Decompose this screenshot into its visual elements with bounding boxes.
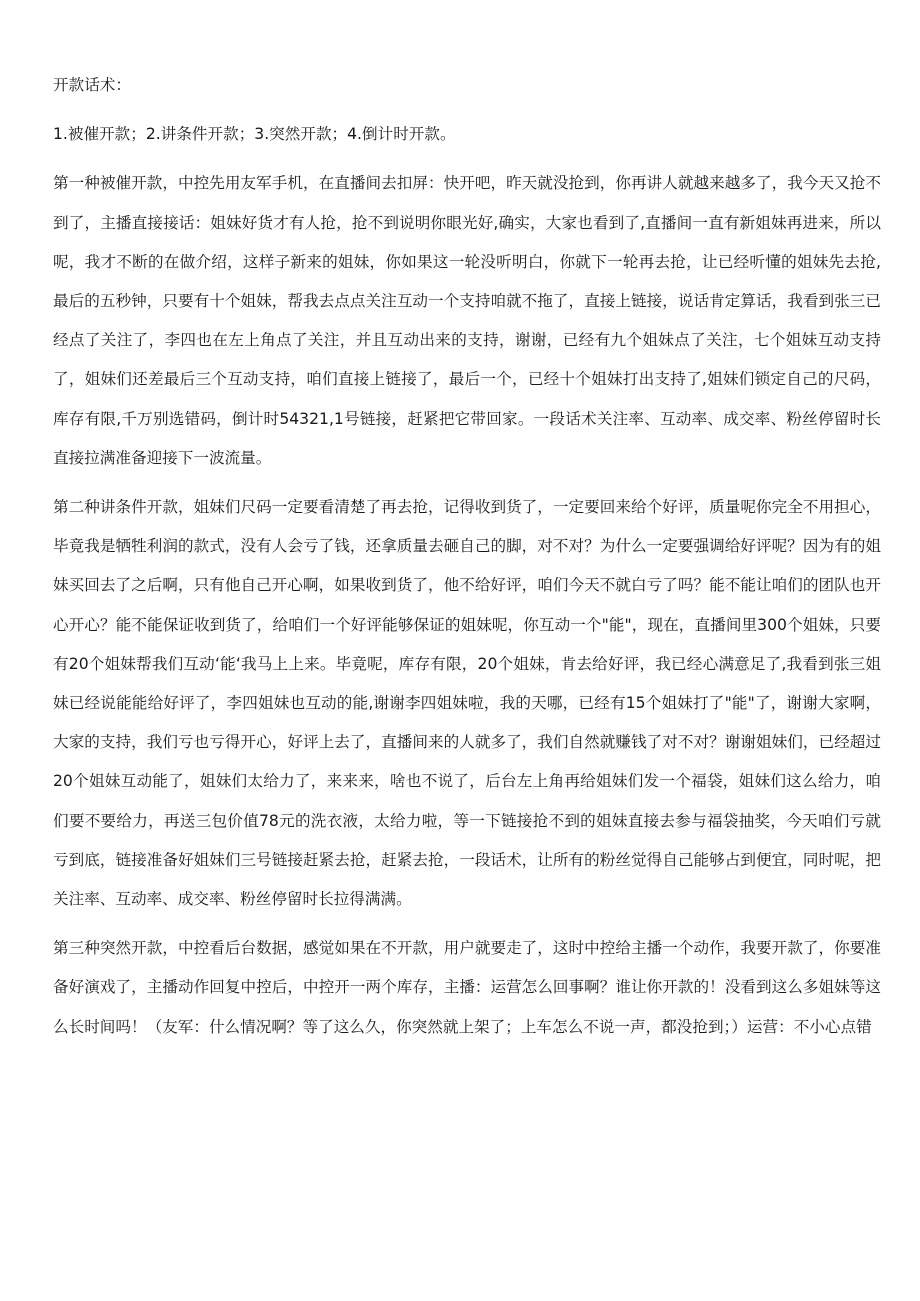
document-body: [53, 66, 881, 1057]
paragraph-method-2: 第二种讲条件开款，姐妹们尺码一定要看清楚了再去抢，记得收到货了，一定要回来给个好评，质量呢你完全不用担心，毕竟我是牺牲利润的款式，没有人会亏了钱，还拿质量去砸自己的脚，对不对？为什么一定要强调给好评呢？因为有的姐妹买回去了之后啊，只有他自己开心啊，如果收到货了，他不给好评，咱们今天不就白亏了吗？能不能让咱们的团队也开心开心？能不能保证收到货了，给咱们一个好评能够保证的姐妹呢，你互动一个"能"，现在，直播间里300个姐妹，只要有20个姐妹帮我们互动‘能‘我马上上来。毕竟呢，库存有限，20个姐妹，肯去给好评，我已经心满意足了,我看到张三姐妹已经说能能给好评了，李四姐妹也互动的能,谢谢李四姐妹啦，我的天哪，已经有15个姐妹打了"能"了，谢谢大家啊，大家的支持，我们亏也亏得开心，好评上去了，直播间来的人就多了，我们自然就赚钱了对不对？谢谢姐妹们，已经超过20个姐妹互动能了，姐妹们太给力了，来来来，啥也不说了，后台左上角再给姐妹们发一个福袋，姐妹们这么给力，咱们要不要给力，再送三包价值78元的洗衣液，太给力啦，等一下链接抢不到的姐妹直接去参与福袋抽奖，今天咱们亏就亏到底，链接准备好姐妹们三号链接赶紧去抢，赶紧去抢，一段话术，让所有的粉丝觉得自己能够占到便宜，同时呢，把关注率、互动率、成交率、粉丝停留时长拉得满满。: [53, 498, 881, 909]
paragraph-method-3: 第三种突然开款，中控看后台数据，感觉如果在不开款，用户就要走了，这时中控给主播一个动作，我要开款了，你要准备好演戏了，主播动作回复中控后，中控开一两个库存，主播：运营怎么回事啊？谁让你开款的！没看到这么多姐妹等这么长时间吗！（友军：什么情况啊？等了这么久，你突然就上架了；上车怎么不说一声，都没抢到；）运营：不小心点错: [53, 939, 881, 1036]
paragraph-method-1: 第一种被催开款，中控先用友军手机，在直播间去扣屏：快开吧，昨天就没抢到，你再讲人就越来越多了，我今天又抢不到了，主播直接接话：姐妹好货才有人抢，抢不到说明你眼光好,确实，大家也看到了,直播间一直有新姐妹再进来，所以呢，我才不断的在做介绍，这样子新来的姐妹，你如果这一轮没听明白，你就下一轮再去抢，让已经听懂的姐妹先去抢,最后的五秒钟，只要有十个姐妹，帮我去点点关注互动一个支持咱就不拖了，直接上链接，说话肯定算话，我看到张三已经点了关注了，李四也在左上角点了关注，并且互动出来的支持，谢谢，已经有九个姐妹点了关注，七个姐妹互动支持了，姐妹们还差最后三个互动支持，咱们直接上链接了，最后一个，已经十个姐妹打出支持了,姐妹们锁定自己的尺码，库存有限,千万别选错码，倒计时54321,1号链接，赶紧把它带回家。一段话术关注率、互动率、成交率、粉丝停留时长直接拉满准备迎接下一波流量。: [53, 174, 881, 467]
method-list: 1.被催开款；2.讲条件开款；3.突然开款；4.倒计时开款。: [53, 125, 456, 144]
document-title: 开款话术：: [53, 76, 131, 94]
